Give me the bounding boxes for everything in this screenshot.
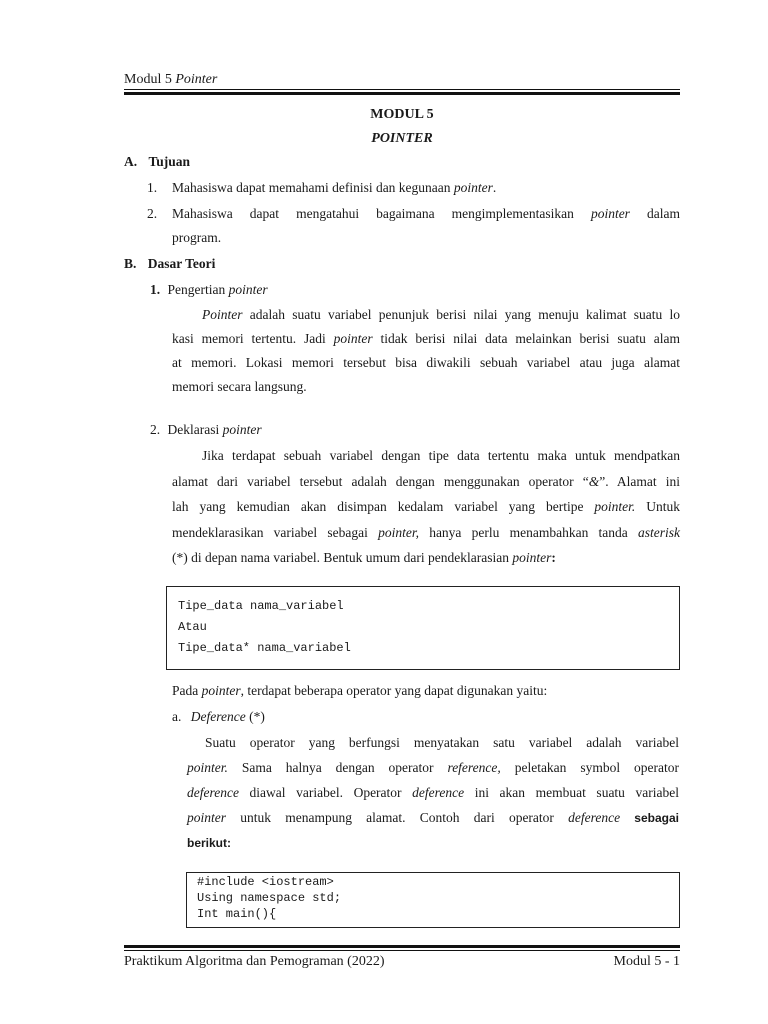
op-em: deference [187,785,239,800]
sub1-num: 1. [150,282,161,297]
section-b-title: Dasar Teori [147,256,216,271]
code-line: Tipe_data* nama_variabel [178,641,351,655]
code-block-syntax [166,586,680,670]
operator-a-heading [172,705,265,729]
op-line: Suatu operator yang berfungsi menyatakan satu variabel adalah variabel [205,735,679,750]
op-text: ini akan membuat suatu variabel [464,785,679,800]
section-a-label: A. [124,154,138,169]
sub2-line [172,494,680,520]
sub1-paragraph [172,303,680,399]
footer-left: Praktikum Algoritma dan Pemograman (2022) [124,954,385,969]
code-line: Tipe_data nama_variabel [178,599,344,613]
operator-a-paragraph [187,730,679,856]
operator-a-title: (*) [245,709,265,724]
sub2-text: mendeklarasikan variabel sebagai [172,524,379,540]
op-line [187,805,679,831]
objective-text-2 [172,202,680,226]
objective-text-1 [172,176,680,200]
sub2-em: asterisk [638,524,680,540]
header-modul: Modul 5 [124,72,172,87]
op-line: berikut: [187,836,232,850]
op-em: reference, [447,760,501,775]
sub2-em: pointer, [378,524,419,540]
sub2-text: hanya perlu menambahkan tanda [418,524,638,540]
header-rule-thick [124,92,680,95]
op-em: deference [412,785,465,800]
sub1-heading [150,278,268,302]
objective-num: 2. [147,206,158,221]
sub2-text: (*) di depan nama variabel. Bentuk umum dari pendeklarasian [172,550,513,565]
sub2-line [172,520,680,546]
sub1-text: tidak berisi nilai data melainkan berisi suatu alam [372,331,681,346]
op-em: pointer [187,810,226,825]
sub2-line: Jika terdapat sebuah variabel dengan tipe data tertentu maka untuk mendpatkan [202,448,680,463]
operator-a-title-em: Deference [190,709,246,724]
objective-num: 1. [147,180,158,195]
footer-right: Modul 5 - 1 [613,954,680,969]
sub2-title-em: pointer [222,422,262,437]
objective-tail: dalam [629,206,680,221]
sub2-em: pointer. [594,499,636,514]
sub2-title: Deklarasi [167,422,223,437]
page-title [124,103,680,151]
sub1-em: pointer [333,331,373,346]
objective-tail: . [492,180,497,195]
sub2-paragraph [172,443,680,571]
sub2-text: ”. Alamat ini [599,473,680,489]
title-line1: MODUL 5 [370,107,434,122]
section-b-label: B. [124,256,137,271]
sub2-text: Untuk [635,499,681,514]
sub2-text: lah yang kemudian akan disimpan kedalam variabel yang bertipe [172,499,595,514]
objective-item-1 [147,176,157,200]
sub1-text: kasi memori tertentu. Jadi [172,331,334,346]
sub2-text: alamat dari variabel tersebut adalah dengan menggunakan operator “ [172,473,589,489]
objective-text: Mahasiswa dapat memahami definisi dan kegunaan [172,180,454,195]
op-text: peletakan symbol operator [500,760,679,775]
sub1-em: Pointer [202,307,243,322]
objective-text-2-cont: program. [172,230,222,245]
header-rule-thin [124,89,680,90]
code-line: #include <iostream> [197,875,334,889]
code-block-example [186,872,680,928]
sub1-line [172,327,680,351]
objective-em: pointer [453,180,493,195]
objective-item-2 [147,202,157,226]
sub2-line [172,545,680,571]
intro-em: pointer [201,683,241,698]
section-b-heading [124,252,215,276]
footer-rule-thick [124,945,680,948]
op-text: untuk menampung alamat. Contoh dari operator [226,810,569,825]
objective-text: Mahasiswa dapat mengatahui bagaimana mengimplementasikan [172,206,591,221]
operators-intro [172,679,547,703]
op-line [187,755,679,780]
title-line2: POINTER [371,131,433,146]
sub1-line [172,303,680,327]
header-topic: Pointer [175,72,218,87]
sub2-num: 2. [150,422,161,437]
section-a-heading [124,150,190,174]
sub1-line: memori secara langsung. [172,379,307,394]
op-line [187,780,679,805]
op-text: sebagai [620,811,679,825]
sub1-title-em: pointer [228,282,268,297]
section-a-title: Tujuan [148,154,191,169]
sub2-heading [150,418,262,442]
running-header [124,72,217,88]
intro-text: Pada [172,683,202,698]
sub1-text: adalah suatu variabel penunjuk berisi nilai yang menuju kalimat suatu lo [242,307,680,322]
code-line: Atau [178,620,207,634]
sub1-line: at memori. Lokasi memori tersebut bisa diwakili sebuah variabel atau juga alamat [172,355,680,370]
operator-a-label: a. [172,709,182,724]
sub2-line [172,469,680,495]
op-text: diawal variabel. Operator [238,785,413,800]
code-line: Int main(){ [197,907,277,921]
sub1-title: Pengertian [167,282,229,297]
code-line: Using namespace std; [197,891,342,905]
intro-text: , terdapat beberapa operator yang dapat digunakan yaitu: [240,683,548,698]
footer-rule-thin [124,950,680,951]
op-text: Sama halnya dengan operator [227,760,448,775]
op-em: pointer. [187,760,228,775]
objective-em: pointer [590,206,630,221]
op-em: deference [568,810,621,825]
sub2-em: pointer [512,550,552,565]
sub2-em: & [588,473,600,489]
sub2-text: : [551,550,556,565]
